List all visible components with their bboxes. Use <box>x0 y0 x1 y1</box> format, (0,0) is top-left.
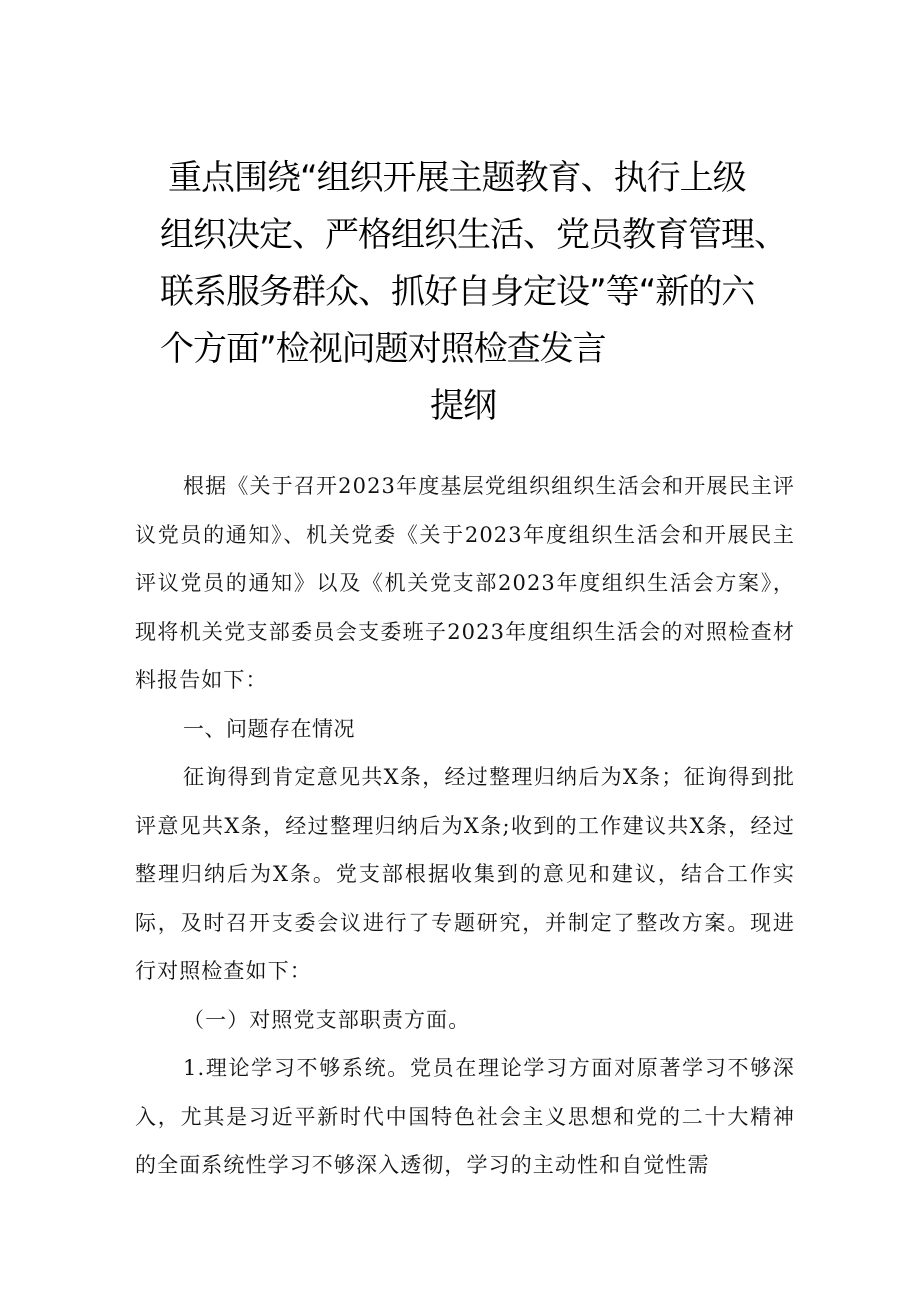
title-line: 组织决定、严格组织生活、党员教育管理、 <box>160 215 787 255</box>
section-paragraph: 征询得到肯定意见共X条，经过整理归纳后为X条；征询得到批评意见共X条，经过整理归纳后为X条;收到的工作建议共X条，经过整理归纳后为X条。党支部根据收集到的意见和建议，结合工作实际，及时召开支委会议进行了专题研究，并制定了整改方案。现进行对照检查如下： <box>135 765 795 983</box>
title-line: 重点围绕“组织开展主题教育、执行上级 <box>168 158 746 198</box>
title-line: 联系服务群众、抓好自身定设”等“新的六 <box>160 272 755 312</box>
item-paragraph: 1.理论学习不够系统。党员在理论学习方面对原著学习不够深入，尤其是习近平新时代中国特色社会主义思想和党的二十大精神的全面系统性学习不够深入透彻，学习的主动性和自觉性需 <box>135 1056 795 1177</box>
subsection-heading: （一）对照党支部职责方面。 <box>183 1007 471 1032</box>
title-line: 个方面”检视问题对照检查发言 <box>160 329 606 369</box>
document-title <box>160 150 800 435</box>
title-line: 提纲 <box>430 386 496 426</box>
document-body <box>135 462 795 1190</box>
section-heading: 一、问题存在情况 <box>183 716 355 741</box>
intro-paragraph: 根据《关于召开2023年度基层党组织组织生活会和开展民主评议党员的通知》、机关党委《关于2023年度组织生活会和开展民主评议党员的通知》以及《机关党支部2023年度组织生活会方案》，现将机关党支部委员会支委班子2023年度组织生活会的对照检查材料报告如下： <box>135 474 795 692</box>
